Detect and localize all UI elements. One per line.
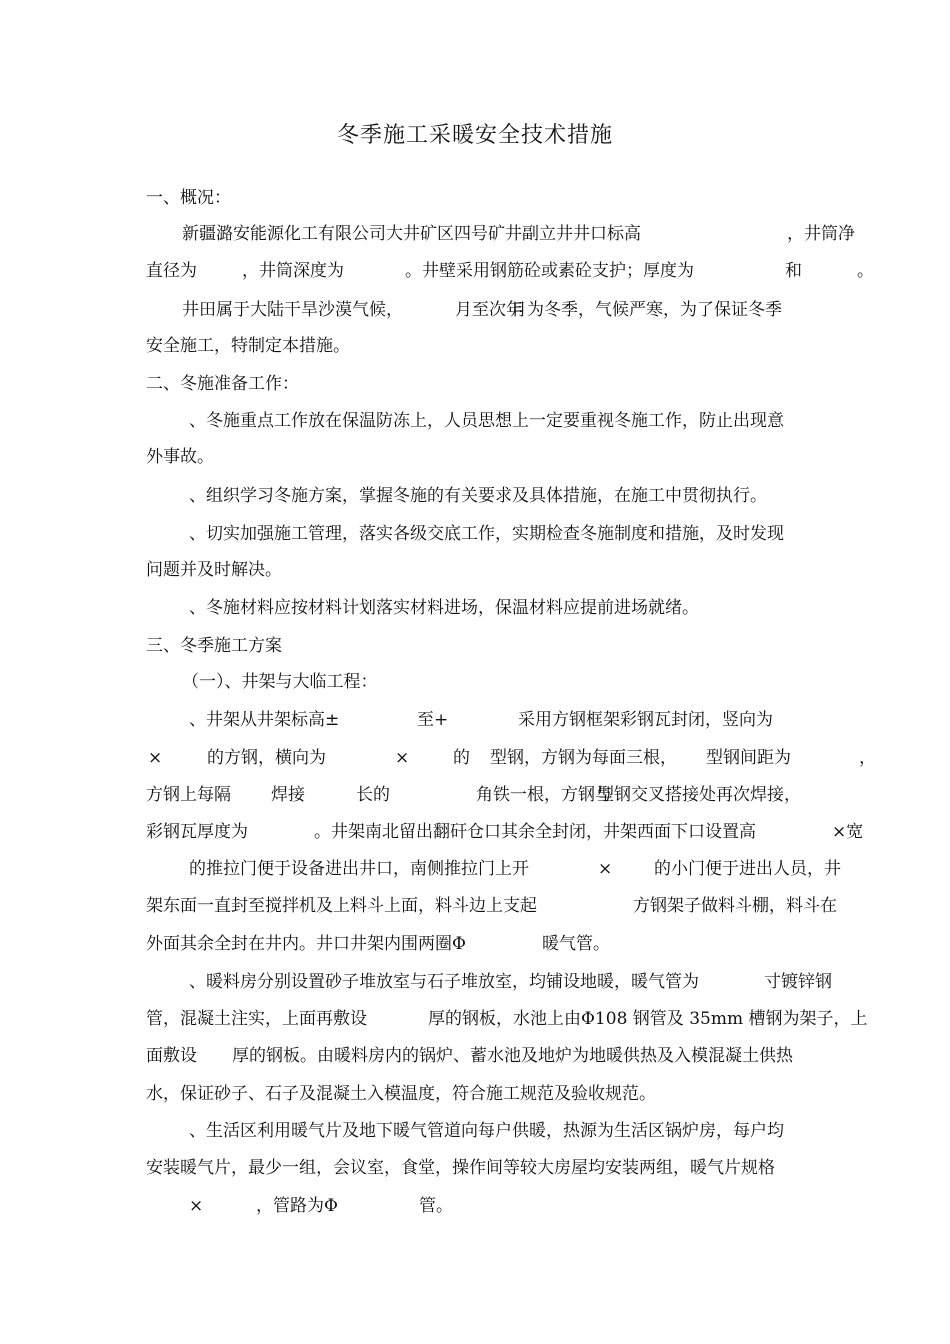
text-segment: 井田属于大陆干旱沙漠气候， <box>182 300 403 320</box>
text-segment: 。 <box>857 261 874 281</box>
text-segment: 长的 <box>356 785 390 805</box>
text-line <box>0 891 950 921</box>
text-line <box>0 1004 950 1034</box>
text-line <box>0 705 950 735</box>
text-segment: ×宽 <box>832 822 864 842</box>
text-line <box>0 519 950 549</box>
text-line <box>0 1153 950 1183</box>
text-segment: 和 <box>785 261 802 281</box>
text-segment: 问题并及时解决。 <box>146 560 282 580</box>
text-segment: 、切实加强施工管理，落实各级交底工作，实期检查冬施制度和措施，及时发现 <box>189 524 784 544</box>
text-segment: 的 <box>453 748 470 768</box>
text-segment: 型钢，方钢为每面三根， <box>490 748 677 768</box>
text-line <box>0 442 950 472</box>
text-segment: 架东面一直封至搅拌机及上料斗上面，料斗边上支起 <box>146 896 537 916</box>
text-segment: 型钢交叉搭接处再次焊接， <box>597 785 801 805</box>
text-segment: 、组织学习冬施方案，掌握冬施的有关要求及具体措施，在施工中贯彻执行。 <box>189 486 767 506</box>
text-segment: 二、冬施准备工作： <box>146 374 299 394</box>
text-segment: （一）、井架与大临工程： <box>182 672 378 692</box>
text-segment: 的方钢，横向为 <box>207 748 326 768</box>
text-segment: ，井筒深度为 <box>242 261 344 281</box>
text-segment: ， <box>859 748 876 768</box>
text-segment: 安装暖气片，最少一组，会议室，食堂，操作间等较大房屋均安装两组，暖气片规格 <box>146 1158 775 1178</box>
text-segment: 、冬施重点工作放在保温防冻上，人员思想上一定要重视冬施工作，防止出现意 <box>189 411 784 431</box>
text-segment: 方钢上每隔 <box>146 785 231 805</box>
text-segment: 。井架南北留出翻矸仓口其余全封闭，井架西面下口设置高 <box>314 822 756 842</box>
text-segment: 至+ <box>417 710 449 730</box>
text-segment: 一、概况： <box>146 188 231 208</box>
text-line <box>0 667 950 697</box>
text-segment: 月为冬季，气候严寒，为了保证冬季 <box>510 300 782 320</box>
text-segment: 的小门便于进出人员，井 <box>654 859 841 879</box>
text-segment: 、暖料房分别设置砂子堆放室与石子堆放室，均铺设地暖，暖气管为 <box>189 972 699 992</box>
text-line <box>0 967 950 997</box>
text-segment: × <box>148 748 163 768</box>
text-segment: 、冬施材料应按材料计划落实材料进场，保温材料应提前进场就绪。 <box>189 598 699 618</box>
text-segment: 安全施工，特制定本措施。 <box>146 336 350 356</box>
text-line <box>0 854 950 884</box>
text-line <box>0 331 950 361</box>
text-line <box>0 295 950 325</box>
text-segment: × <box>395 748 410 768</box>
text-line <box>0 929 950 959</box>
text-segment: 的推拉门便于设备进出井口，南侧推拉门上开 <box>189 859 529 879</box>
text-line <box>0 256 950 286</box>
text-segment: 厚的钢板，水池上由Φ108 钢管及 35mm 槽钢为架子，上 <box>428 1009 868 1029</box>
text-segment: 型钢间距为 <box>706 748 791 768</box>
text-line <box>0 817 950 847</box>
text-segment: 采用方钢框架彩钢瓦封闭，竖向为 <box>518 710 773 730</box>
text-segment: 方钢架子做料斗棚，料斗在 <box>633 896 837 916</box>
text-segment: 角铁一根，方钢与 <box>476 785 612 805</box>
text-segment: 月至次年 <box>455 300 523 320</box>
text-line <box>0 1079 950 1109</box>
text-line <box>0 183 950 213</box>
text-segment: × <box>189 1196 204 1216</box>
text-line <box>0 481 950 511</box>
text-line <box>0 555 950 585</box>
text-line <box>0 219 950 249</box>
text-segment: 寸镀锌钢 <box>764 972 832 992</box>
text-segment: 新疆潞安能源化工有限公司大井矿区四号矿井副立井井口标高 <box>182 224 641 244</box>
text-segment: 管，混凝土注实，上面再敷设 <box>146 1009 367 1029</box>
text-line <box>0 369 950 399</box>
text-segment: 、生活区利用暖气片及地下暖气管道向每户供暖，热源为生活区锅炉房，每户均 <box>189 1121 784 1141</box>
text-segment: 暖气管。 <box>542 934 610 954</box>
text-segment: 面敷设 <box>146 1046 197 1066</box>
text-line <box>0 593 950 623</box>
text-segment: ，管路为Φ <box>256 1196 338 1216</box>
text-line <box>0 631 950 661</box>
text-segment: ，井筒净 <box>787 224 855 244</box>
text-segment: 直径为 <box>146 261 197 281</box>
text-segment: 、井架从井架标高± <box>189 710 340 730</box>
text-segment: 厚的钢板。由暖料房内的锅炉、蓄水池及地炉为地暖供热及入模混凝土供热 <box>232 1046 793 1066</box>
text-segment: 三、冬季施工方案 <box>146 636 282 656</box>
text-line <box>0 743 950 773</box>
text-segment: 水，保证砂子、石子及混凝土入模温度，符合施工规范及验收规范。 <box>146 1084 656 1104</box>
text-segment: × <box>598 859 613 879</box>
text-segment: 。井壁采用钢筋砼或素砼支护；厚度为 <box>405 261 694 281</box>
text-segment: 外事故。 <box>146 447 214 467</box>
text-line <box>0 780 950 810</box>
text-segment: 外面其余全封在井内。井口井架内围两圈Φ <box>146 934 466 954</box>
text-segment: 焊接 <box>271 785 305 805</box>
document-title: 冬季施工采暖安全技术措施 <box>336 123 613 148</box>
text-line <box>0 406 950 436</box>
text-segment: 管。 <box>419 1196 453 1216</box>
text-line <box>0 1116 950 1146</box>
text-line <box>0 1041 950 1071</box>
text-line <box>0 1191 950 1221</box>
text-segment: 彩钢瓦厚度为 <box>146 822 248 842</box>
